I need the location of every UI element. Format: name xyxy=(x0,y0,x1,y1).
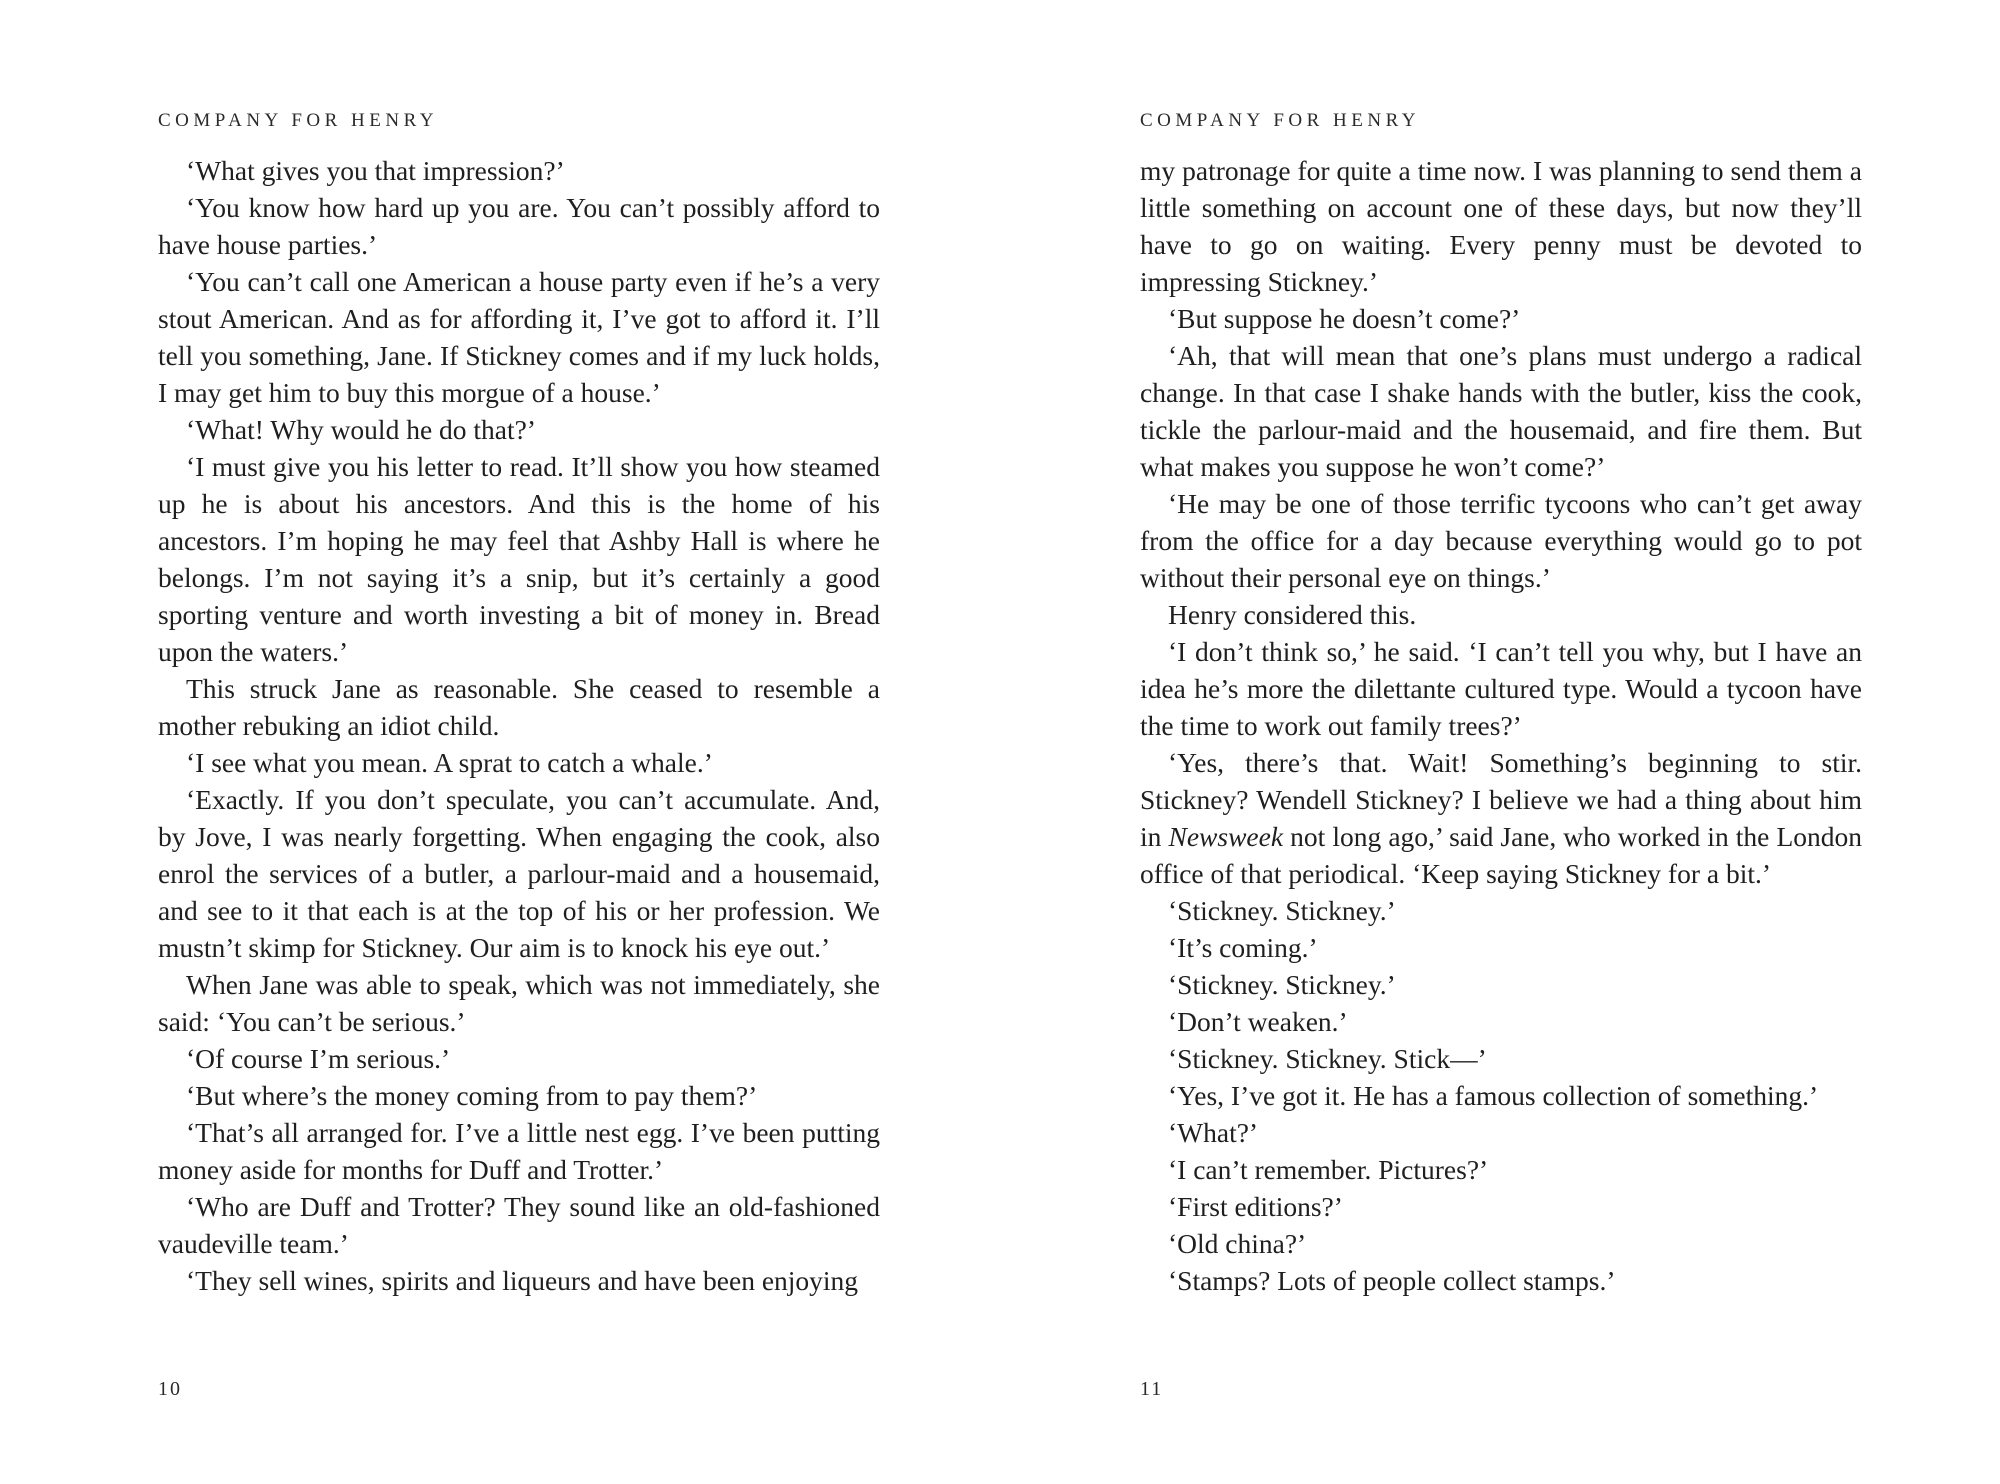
dialogue-line: ‘It’s coming.’ xyxy=(1168,932,1318,963)
dialogue-line: ‘Stickney. Stickney.’ xyxy=(1168,969,1396,1000)
paragraph: ‘Of course I’m serious.’ xyxy=(186,1043,451,1074)
paragraph: ‘Ah, that will mean that one’s plans must undergo a radical change. In that case I shake hands with the butler, kiss the cook, tickle the parlour-maid and the housemaid, and fire them. But what makes you suppose he won’t come?’ xyxy=(1140,340,1862,482)
paragraph: Henry considered this. xyxy=(1168,599,1417,630)
running-head-left: COMPANY FOR HENRY xyxy=(158,110,438,131)
dialogue-line: ‘Stamps? Lots of people collect stamps.’ xyxy=(1168,1265,1616,1296)
left-page xyxy=(158,0,880,1484)
left-page-text xyxy=(158,152,880,1299)
paragraph-continued: my patronage for quite a time now. I was planning to send them a little something on account one of these days, but now they’ll have to go on waiting. Every penny must be devoted to impressing Stickney.’ xyxy=(1140,155,1862,297)
paragraph: ‘What gives you that impression?’ xyxy=(186,155,565,186)
paragraph: ‘That’s all arranged for. I’ve a little nest egg. I’ve been putting money aside for months for Duff and Trotter.’ xyxy=(158,1117,880,1185)
right-page xyxy=(1140,0,1862,1484)
dialogue-line: ‘What?’ xyxy=(1168,1117,1259,1148)
dialogue-line: ‘Old china?’ xyxy=(1168,1228,1307,1259)
paragraph: ‘Who are Duff and Trotter? They sound like an old-fashioned vaudeville team.’ xyxy=(158,1191,880,1259)
paragraph-newsweek xyxy=(1140,744,1862,892)
paragraph: This struck Jane as reasonable. She ceased to resemble a mother rebuking an idiot child. xyxy=(158,673,880,741)
italic-title: Newsweek xyxy=(1168,821,1284,852)
right-page-text xyxy=(1140,152,1862,1299)
page-number-left: 10 xyxy=(158,1378,182,1400)
dialogue-line: ‘I can’t remember. Pictures?’ xyxy=(1168,1154,1489,1185)
running-head-right: COMPANY FOR HENRY xyxy=(1140,110,1420,131)
dialogue-line: ‘Stickney. Stickney. Stick—’ xyxy=(1168,1043,1487,1074)
paragraph: ‘But where’s the money coming from to pay them?’ xyxy=(186,1080,758,1111)
paragraph: ‘I see what you mean. A sprat to catch a whale.’ xyxy=(186,747,713,778)
page-number-right: 11 xyxy=(1140,1378,1164,1400)
text-run: ‘Yes, there’s that. Wait! Something’s beginning to stir. Stickney? Wendell Stickney? I believe we had a thing about him in xyxy=(1140,747,1862,852)
dialogue-line: ‘Stickney. Stickney.’ xyxy=(1168,895,1396,926)
paragraph: ‘Exactly. If you don’t speculate, you can’t accumulate. And, by Jove, I was nearly forgetting. When engaging the cook, also enrol the services of a butler, a parlour-maid and a housemaid, and see to it that each is at the top of his or her profession. We mustn’t skimp for Stickney. Our aim is to knock his eye out.’ xyxy=(158,784,880,963)
paragraph: ‘But suppose he doesn’t come?’ xyxy=(1168,303,1521,334)
paragraph: ‘What! Why would he do that?’ xyxy=(186,414,537,445)
paragraph: ‘He may be one of those terrific tycoons who can’t get away from the office for a day because everything would go to pot without their personal eye on things.’ xyxy=(1140,488,1862,593)
paragraph: ‘I don’t think so,’ he said. ‘I can’t tell you why, but I have an idea he’s more the dilettante cultured type. Would a tycoon have the time to work out family trees?’ xyxy=(1140,636,1862,741)
text-run: not long ago,’ said Jane, who worked in the London office of that periodical. ‘Keep saying Stickney for a bit.’ xyxy=(1140,821,1863,889)
paragraph: ‘I must give you his letter to read. It’ll show you how steamed up he is about his ancestors. And this is the home of his ancestors. I’m hoping he may feel that Ashby Hall is where he belongs. I’m not saying it’s a snip, but it’s certainly a good sporting venture and worth investing a bit of money in. Bread upon the waters.’ xyxy=(158,451,880,667)
dialogue-line: ‘Yes, I’ve got it. He has a famous collection of something.’ xyxy=(1168,1080,1819,1111)
paragraph: ‘They sell wines, spirits and liqueurs and have been enjoying xyxy=(186,1265,859,1296)
paragraph: ‘You know how hard up you are. You can’t possibly afford to have house parties.’ xyxy=(158,192,880,260)
paragraph: ‘You can’t call one American a house party even if he’s a very stout American. And as for affording it, I’ve got to afford it. I’ll tell you something, Jane. If Stickney comes and if my luck holds, I may get him to buy this morgue of a house.’ xyxy=(158,266,880,408)
paragraph: When Jane was able to speak, which was not immediately, she said: ‘You can’t be serious.’ xyxy=(158,969,880,1037)
dialogue-line: ‘First editions?’ xyxy=(1168,1191,1343,1222)
dialogue-line: ‘Don’t weaken.’ xyxy=(1168,1006,1348,1037)
